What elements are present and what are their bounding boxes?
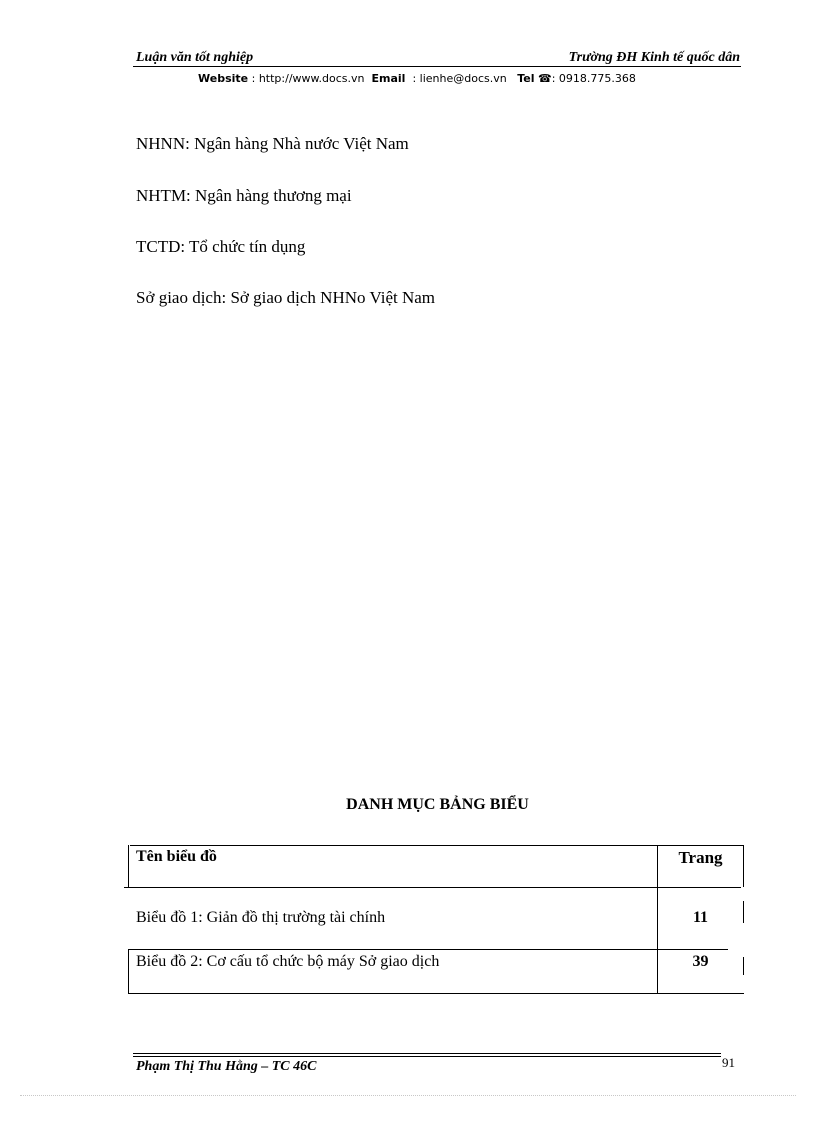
table-row-page: 11 [692,909,709,926]
website-link[interactable]: : http://www.docs.vn [251,72,365,85]
email-label: Email [371,72,406,85]
table-header-page: Trang [678,848,723,867]
page-bottom-edge [20,1095,796,1096]
footer-rule [133,1053,721,1054]
table-row-page: 39 [692,953,709,970]
section-title: DANH MỤC BẢNG BIỂU [346,796,529,813]
chart-list-table [128,845,744,993]
header-contact [198,72,636,85]
table-border-right [743,957,744,975]
table-border-right [743,845,744,887]
table-border-top [130,845,744,846]
tel-value: : 0918.775.368 [551,72,636,85]
website-label: Website [198,72,249,85]
table-border-left [128,845,129,887]
footer-rule [133,1056,721,1057]
page-number: 91 [722,1055,735,1070]
header-right-title: Trường ĐH Kinh tế quốc dân [568,50,740,65]
email-link[interactable]: : lienhe@docs.vn [412,72,507,85]
abbreviation-item: NHNN: Ngân hàng Nhà nước Việt Nam [136,134,409,153]
table-divider-row [128,949,728,950]
abbreviation-item: TCTD: Tổ chức tín dụng [136,237,306,256]
table-row-name: Biểu đồ 1: Giản đồ thị trường tài chính [136,909,386,926]
table-border-left [128,949,129,993]
table-border-right [743,901,744,923]
table-header-name: Tên biểu đồ [136,848,217,865]
tel-label: Tel [517,72,535,85]
table-row-name: Biểu đồ 2: Cơ cấu tổ chức bộ máy Sở giao dịch [136,953,440,970]
abbreviation-item: Sở giao dịch: Sở giao dịch NHNo Việt Nam [136,288,436,307]
header-left-title: Luận văn tốt nghiệp [136,50,254,65]
table-border-bottom [128,993,744,994]
phone-icon: ☎ [537,72,552,85]
header-rule [133,66,741,67]
footer-author: Phạm Thị Thu Hằng – TC 46C [136,1059,317,1074]
abbreviation-item: NHTM: Ngân hàng thương mại [136,186,352,205]
table-divider-header [124,887,741,888]
